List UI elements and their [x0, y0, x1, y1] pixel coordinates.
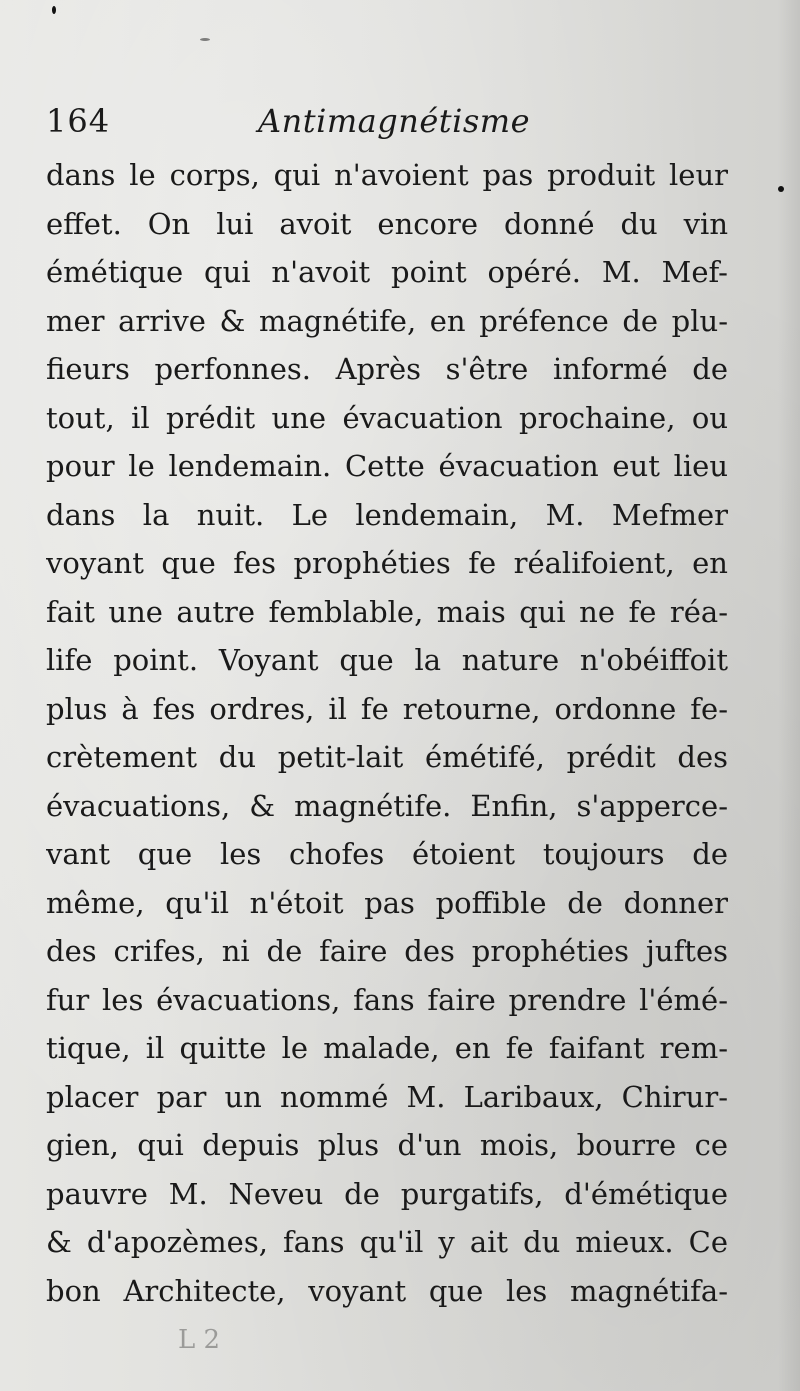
text-line: même, qu'il n'étoit pas poffible de donner — [46, 885, 728, 920]
text-line: plus à fes ordres, il fe retourne, ordonne fe- — [46, 691, 728, 726]
page-edge-shadow — [778, 0, 800, 1391]
body-text — [46, 151, 728, 1315]
text-line: dans la nuit. Le lendemain, M. Mefmer — [46, 497, 728, 532]
text-line: fur les évacuations, fans faire prendre l'émé- — [46, 982, 728, 1017]
text-line: évacuations, & magnétife. Enfin, s'apperce- — [46, 788, 728, 823]
text-line: des crifes, ni de faire des prophéties juftes — [46, 934, 728, 968]
text-line: fieurs perfonnes. Après s'être informé de — [46, 352, 728, 386]
text-line: voyant que fes prophéties fe réalifoient, en — [46, 546, 728, 580]
text-line: life point. Voyant que la nature n'obéiffoit — [46, 643, 728, 677]
signature-mark: L 2 — [178, 1325, 221, 1355]
running-head: Antimagnétisme — [258, 102, 531, 140]
text-line: & d'apozèmes, fans qu'il y ait du mieux. Ce — [46, 1225, 728, 1259]
ink-speck — [200, 38, 210, 41]
text-line: placer par un nommé M. Laribaux, Chirur- — [46, 1079, 728, 1114]
ink-speck — [52, 6, 56, 14]
text-line: effet. On lui avoit encore donné du vin — [46, 206, 728, 241]
text-line: dans le corps, qui n'avoient pas produit leur — [46, 158, 728, 192]
text-line: émétique qui n'avoit point opéré. M. Mef- — [46, 255, 728, 289]
text-line: pour le lendemain. Cette évacuation eut lieu — [46, 449, 728, 483]
text-line: crètement du petit-lait émétifé, prédit des — [46, 740, 728, 774]
text-line: tique, il quitte le malade, en fe faifant rem- — [46, 1031, 728, 1065]
text-line: pauvre M. Neveu de purgatifs, d'émétique — [46, 1176, 728, 1211]
text-line: tout, il prédit une évacuation prochaine, ou — [46, 400, 728, 435]
text-line: vant que les chofes étoient toujours de — [46, 837, 728, 871]
text-line: gien, qui depuis plus d'un mois, bourre ce — [46, 1128, 728, 1162]
ink-speck — [778, 186, 784, 192]
text-line: bon Architecte, voyant que les magnétifa- — [46, 1273, 728, 1308]
page-header — [46, 96, 726, 146]
text-line: fait une autre femblable, mais qui ne fe réa- — [46, 594, 728, 629]
page-number: 164 — [46, 102, 111, 140]
text-line: mer arrive & magnétife, en préfence de plu- — [46, 303, 728, 338]
